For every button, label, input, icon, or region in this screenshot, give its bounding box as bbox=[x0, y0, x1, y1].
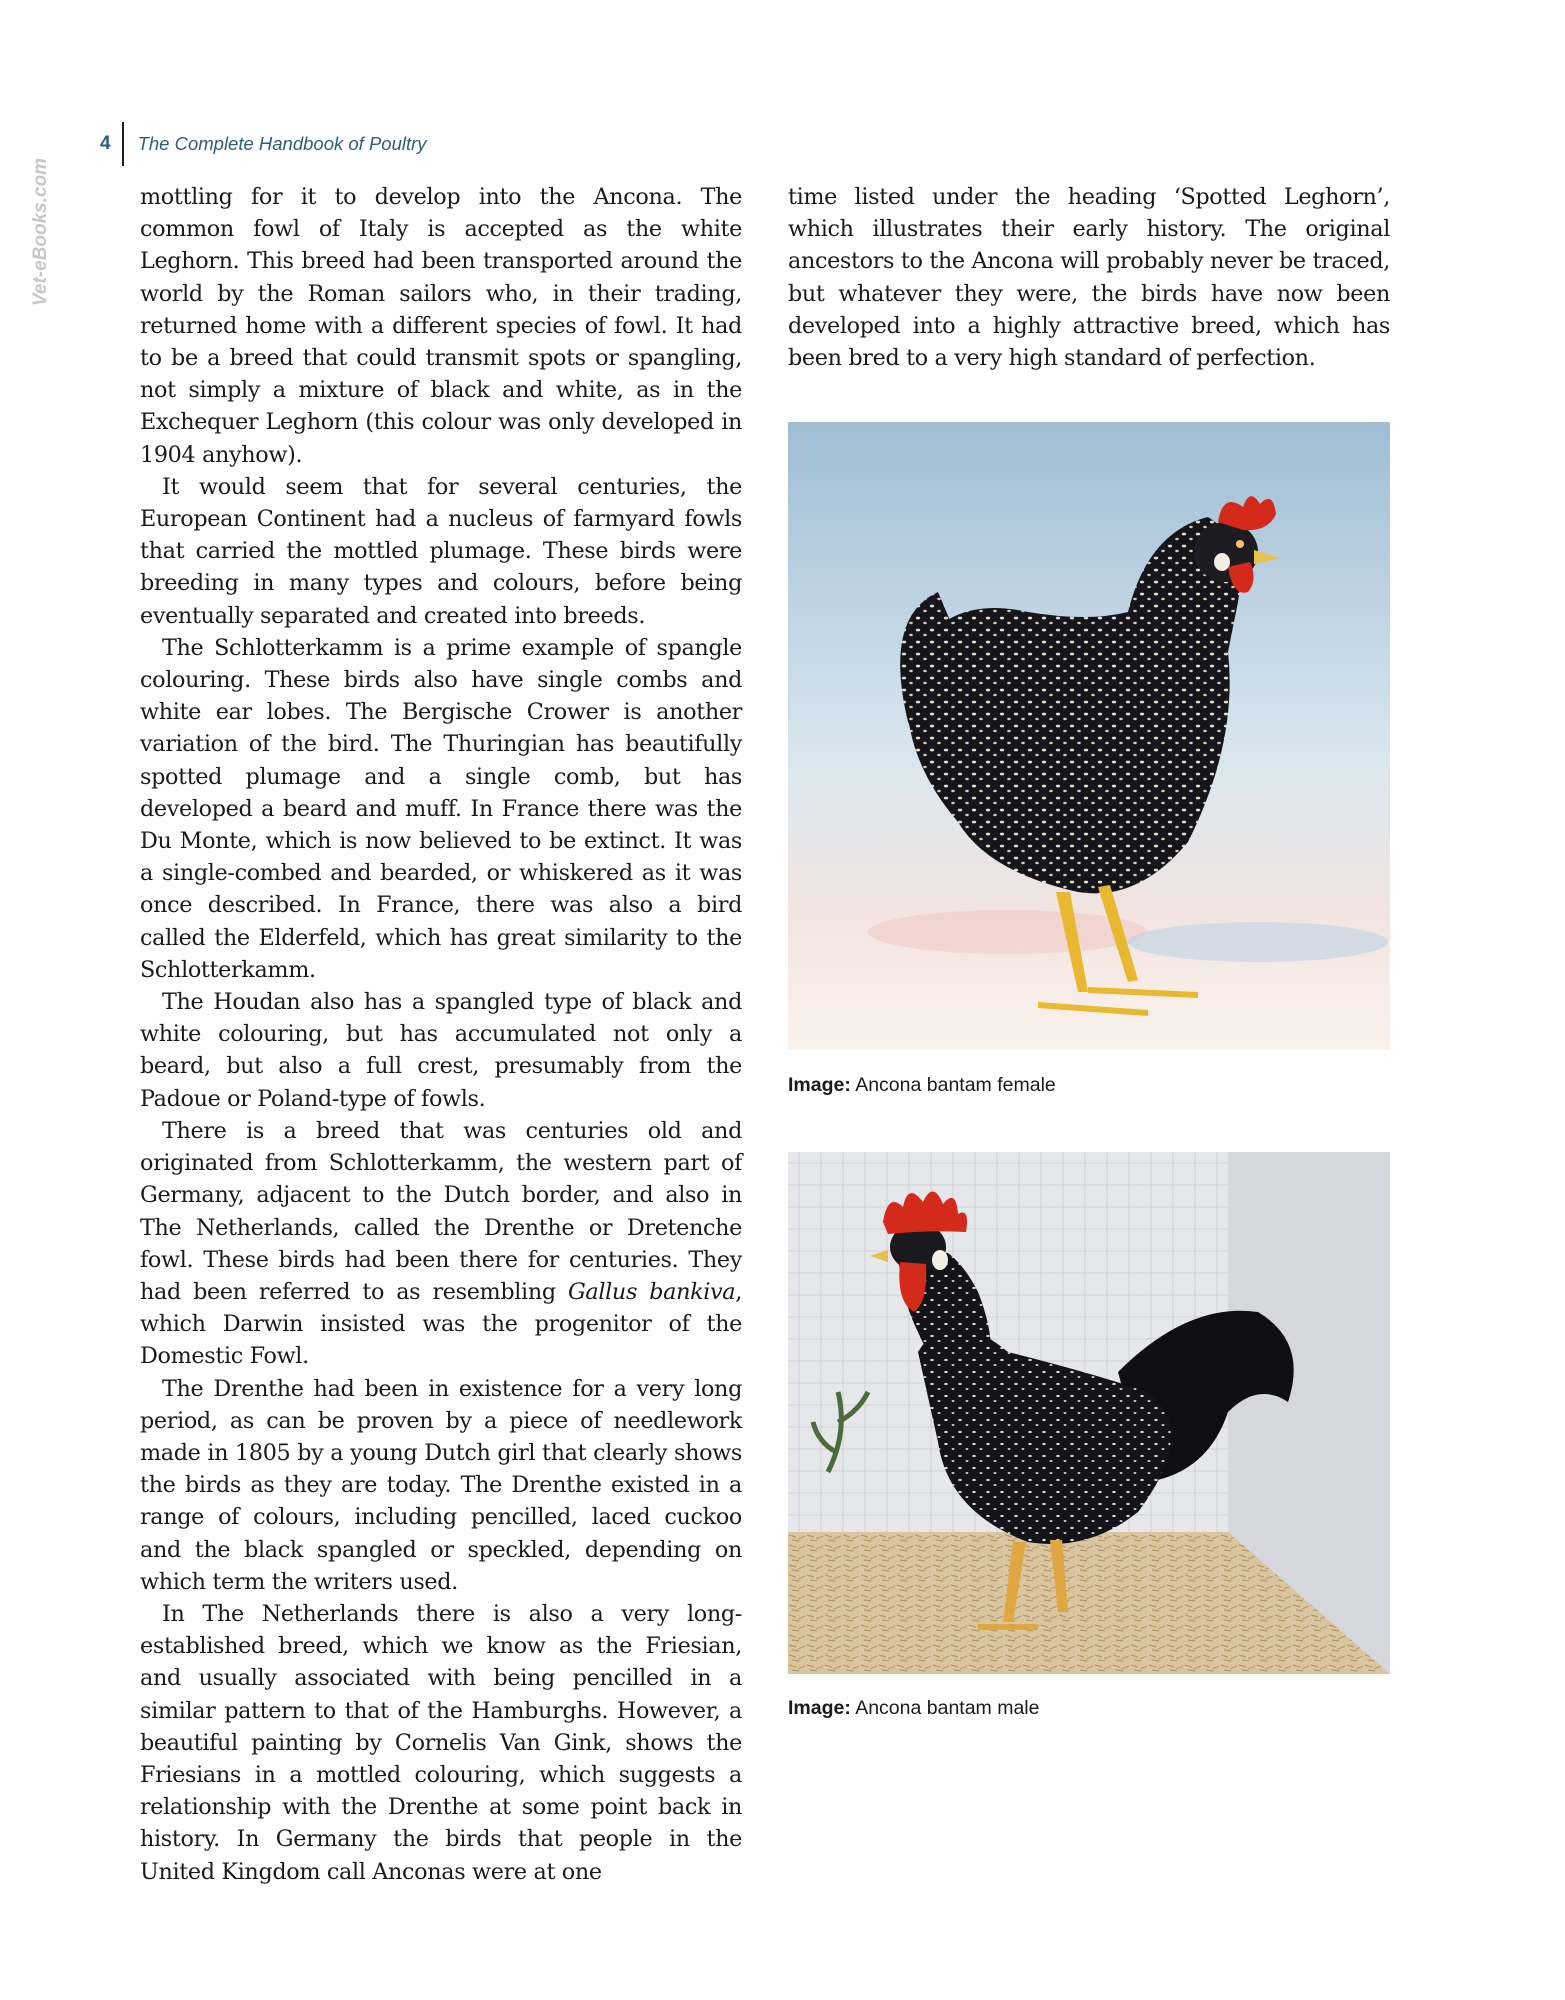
watermark: Vet-eBooks.com bbox=[30, 157, 51, 307]
paragraph: The Schlotterkamm is a prime example of spangle colouring. These birds also have single combs and white ear lobes. The Bergische Crower is another variation of the bird. The Thuringian has beautifully spotted plumage and a single comb, but has developed a beard and muff. In France there was the Du Monte, which is now believed to be extinct. It was a single-combed and bearded, or whiskered as it was once described. In France, there was also a bird called the Elderfeld, which has great similarity to the Schlotterkamm. bbox=[140, 634, 742, 983]
rooster-illustration bbox=[788, 1152, 1390, 1674]
paragraph: In The Netherlands there is also a very long-established breed, which we know as the Friesian, and usually associated with being pencilled in a similar pattern to that of the Hamburghs. However, a beautiful painting by Cornelis Van Gink, shows the Friesians in a mottled colouring, which suggests a relationship with the Drenthe at some point back in history. In Germany the birds that people in the United Kingdom call Anconas were at one bbox=[140, 1600, 742, 1885]
caption-text: Ancona bantam female bbox=[850, 1074, 1056, 1096]
paragraph-text: , which Darwin insisted was the progenitor of the Domestic Fowl. bbox=[140, 1278, 742, 1370]
running-header bbox=[100, 122, 427, 166]
page-number: 4 bbox=[100, 133, 111, 154]
figure-caption bbox=[788, 1074, 1056, 1097]
right-column bbox=[788, 181, 1390, 374]
paragraph: The Houdan also has a spangled type of black and white colouring, but has accumulated not only a beard, but also a full crest, presumably from the Padoue or Poland-type of fowls. bbox=[140, 989, 742, 1112]
paragraph: The Drenthe had been in existence for a very long period, as can be proven by a piece of needlework made in 1805 by a young Dutch girl that clearly shows the birds as they are today. The Drenthe existed in a range of colours, including pencilled, laced cuckoo and the black spangled or speckled, depending on which term the writers used. bbox=[140, 1375, 742, 1595]
paragraph: It would seem that for several centuries, the European Continent had a nucleus of farmyard fowls that carried the mottled plumage. These birds were breeding in many types and colours, before being eventually separated and created into breeds. bbox=[140, 473, 742, 629]
paragraph bbox=[140, 1115, 742, 1373]
photo-ancona-male bbox=[788, 1152, 1390, 1674]
hen-illustration bbox=[788, 422, 1390, 1050]
paragraph: time listed under the heading ‘Spotted Leghorn’, which illustrates their early history. The original ancestors to the Ancona will probably never be traced, but whatever they were, the birds have now been developed into a highly attractive breed, which has been bred to a very high standard of perfection. bbox=[788, 184, 1390, 372]
left-column bbox=[140, 181, 742, 1888]
caption-label: Image: bbox=[788, 1074, 851, 1096]
figure-caption bbox=[788, 1697, 1039, 1720]
photo-ancona-female bbox=[788, 422, 1390, 1050]
caption-text: Ancona bantam male bbox=[850, 1697, 1040, 1719]
paragraph: mottling for it to develop into the Ancona. The common fowl of Italy is accepted as the white Leghorn. This breed had been transported around the world by the Roman sailors who, in their trading, returned home with a different species of fowl. It had to be a breed that could transmit spots or spangling, not simply a mixture of black and white, as in the Exchequer Leghorn (this colour was only developed in 1904 anyhow). bbox=[140, 184, 742, 468]
caption-label: Image: bbox=[788, 1697, 851, 1719]
paragraph-text: There is a breed that was centuries old and originated from Schlotterkamm, the western part of Germany, adjacent to the Dutch border, and also in The Netherlands, called the Drenthe or Dretenche fowl. These birds had been there for centuries. They had been referred to as resembling bbox=[140, 1117, 742, 1305]
species-name: Gallus bankiva bbox=[567, 1278, 736, 1305]
book-title: The Complete Handbook of Poultry bbox=[137, 133, 427, 154]
